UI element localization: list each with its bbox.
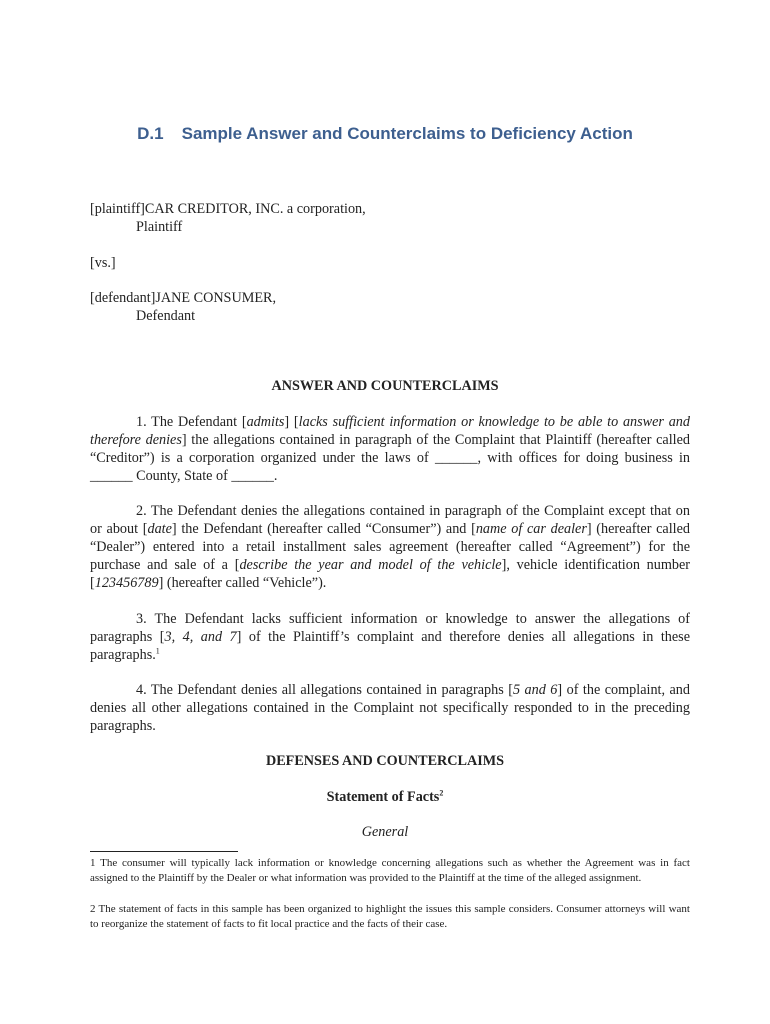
defendant-line: [defendant]JANE CONSUMER, — [90, 290, 276, 306]
p1-text-c: ] [ — [284, 414, 299, 430]
footnote-separator — [90, 851, 238, 852]
heading-answer: ANSWER AND COUNTERCLAIMS — [271, 378, 499, 394]
caption-plaintiff — [90, 200, 690, 236]
p4-text-c: ] of the complaint, and denies all other allegations contained in the Complaint not specifically responded to in the preceding paragraphs. — [90, 682, 690, 734]
p3-text-a: 3. The Defendant lacks sufficient information or knowledge to answer the allegations of paragraphs [ — [90, 611, 690, 645]
paragraph-4 — [90, 681, 690, 735]
footnote-ref-2[interactable]: 2 — [439, 788, 444, 798]
title-number: D.1 — [137, 124, 164, 143]
heading-facts-text: Statement of Facts — [326, 789, 440, 805]
p2-italic-d: name of car dealer — [475, 521, 587, 537]
p2-text-c: ] the Defendant (hereafter called “Consumer”) and [ — [171, 521, 476, 537]
p4-text-a: 4. The Defendant denies all allegations contained in paragraphs [ — [136, 682, 513, 698]
footnote-ref-1[interactable]: 1 — [155, 646, 160, 656]
p2-text-g: ], vehicle identification number [ — [90, 557, 690, 591]
p1-italic-d: lacks sufficient information or knowledge to be able to answer and therefore denies — [90, 414, 690, 448]
p3-text-c: ] of the Plaintiff’s complaint and therefore denies all allegations in these paragraphs. — [90, 629, 691, 663]
footnote-1: 1 The consumer will typically lack information or knowledge concerning allegations such as whether the Agreement was in fact assigned to the Plaintiff by the Dealer or what information was provided to the Plaintiff at the time of the alleged assignment. — [90, 857, 690, 884]
paragraph-2 — [90, 502, 690, 592]
p1-text-a: 1. The Defendant [ — [136, 414, 247, 430]
caption-defendant — [90, 289, 690, 325]
plaintiff-role: Plaintiff — [136, 219, 183, 235]
plaintiff-line: [plaintiff]CAR CREDITOR, INC. a corporation, — [90, 201, 366, 217]
p2-text-e: ] (hereafter called “Dealer”) entered into a retail installment sales agreement (hereafter called “Agreement”) for the purchase and sale of a [ — [90, 521, 690, 573]
p1-text-e: ] the allegations contained in paragraph of the Complaint that Plaintiff (hereafter called “Creditor”) is a corporation organized under the laws of ______, with offices for doing business in ______ County, State of ______. — [90, 432, 690, 484]
document-title — [0, 124, 770, 144]
p2-italic-b: date — [147, 521, 172, 537]
p2-text-a: 2. The Defendant denies the allegations contained in paragraph of the Complaint except that on or about [ — [90, 503, 690, 537]
p3-italic-b: 3, 4, and 7 — [164, 629, 237, 645]
p2-text-i: ] (hereafter called “Vehicle”). — [158, 575, 327, 591]
paragraph-1 — [90, 413, 690, 485]
heading-general: General — [361, 824, 409, 840]
paragraph-3 — [90, 610, 690, 664]
caption-vs: [vs.] — [90, 255, 116, 271]
footnote-2: 2 The statement of facts in this sample has been organized to highlight the issues this sample considers. Consumer attorneys will want to reorganize the statement of facts to fit local practice and the facts of their case. — [90, 903, 690, 930]
p4-italic-b: 5 and 6 — [512, 682, 558, 698]
title-text: Sample Answer and Counterclaims to Deficiency Action — [181, 124, 633, 143]
defendant-role: Defendant — [136, 308, 196, 324]
p2-italic-f: describe the year and model of the vehicle — [239, 557, 502, 573]
heading-defenses: DEFENSES AND COUNTERCLAIMS — [265, 753, 505, 769]
p2-italic-h: 123456789 — [94, 575, 159, 591]
heading-facts — [0, 789, 770, 806]
p1-italic-b: admits — [246, 414, 285, 430]
